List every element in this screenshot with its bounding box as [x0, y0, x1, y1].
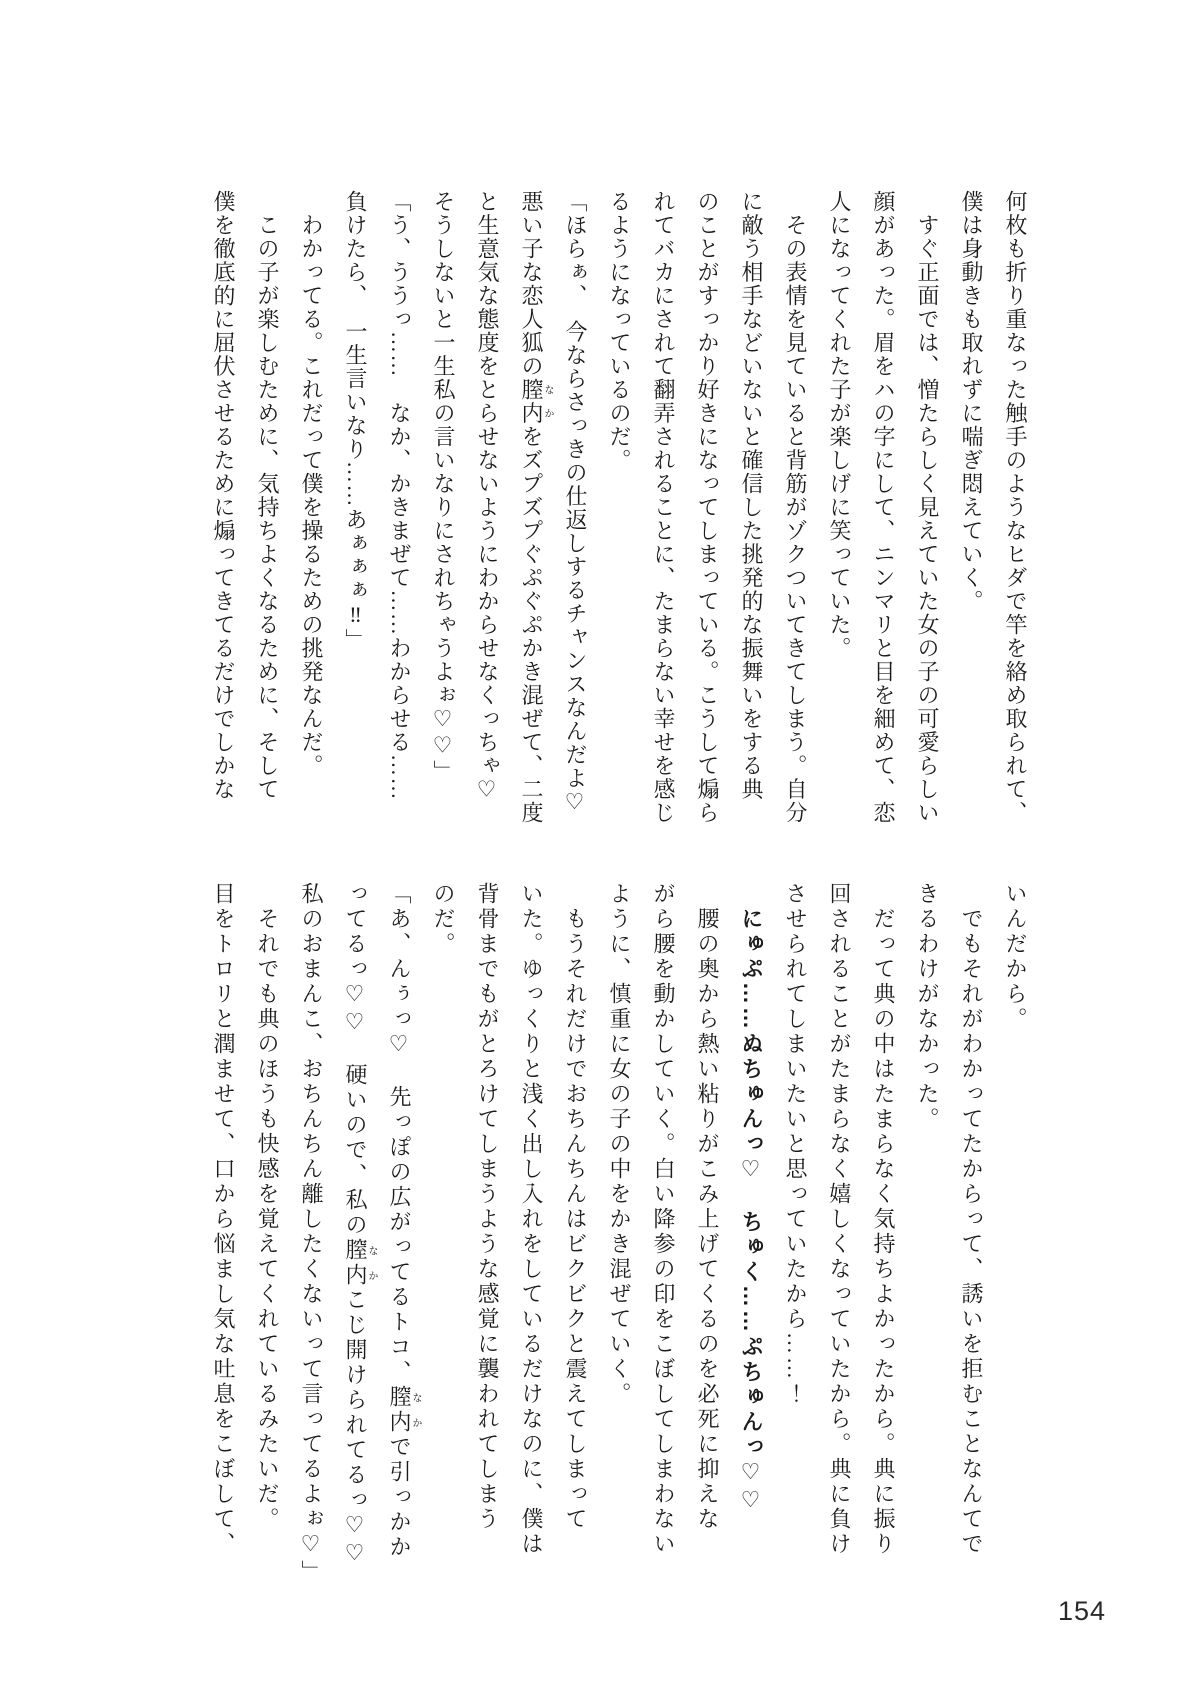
text-column: 顔があった。眉をハの字にして、ニンマリと目を細めて、恋: [871, 190, 896, 825]
text-band-bottom: [201, 882, 1037, 1594]
text-column: のことがすっかり好きになってしまっている。こうして煽ら: [695, 190, 720, 825]
text-column: 人になってくれた子が楽しげに笑っていた。: [827, 190, 852, 660]
text-column: 目をトロリと潤ませて、口から悩まし気な吐息をこぼして、: [211, 882, 236, 1557]
text-band-top: [201, 190, 1037, 842]
text-column: でもそれがわかってたからって、誘いを拒むことなんてで: [959, 882, 984, 1557]
text-column: がら腰を動かしていく。白い降参の印をこぼしてしまわない: [651, 882, 676, 1557]
text-column: いんだから。: [1003, 882, 1028, 1032]
text-column: 背骨までもがとろけてしまうような感覚に襲われてしまう: [475, 882, 500, 1532]
text-column: 僕を徹底的に屈伏させるために煽ってきてるだけでしかな: [211, 190, 236, 801]
text-column: るようになっているのだ。: [607, 190, 632, 472]
text-column: 負けたら、 一生言いなり……あぁぁぁ‼」: [343, 190, 368, 652]
text-column: きるわけがなかった。: [915, 882, 940, 1132]
text-column: 僕は身動きも取れずに喘ぎ悶えていく。: [959, 190, 984, 613]
text-column: ように、慎重に女の子の中をかき混ぜていく。: [607, 882, 632, 1407]
text-column: 何枚も折り重なった触手のようなヒダで竿を絡め取られて、: [1003, 190, 1028, 825]
text-column: この子が楽しむために、気持ちよくなるために、そして: [255, 190, 280, 801]
text-column: そうしないと一生私の言いなりにされちゃうよぉ♡♡」: [431, 190, 456, 784]
text-column: させられてしまいたいと思っていたから……！: [783, 882, 808, 1407]
text-column: その表情を見ていると背筋がゾクついてきてしまう。自分: [783, 190, 808, 825]
text-column: それでも典のほうも快感を覚えてくれているみたいだ。: [255, 882, 280, 1532]
text-column: 「う、ううっ…… なか、かきまぜて……わからせる……: [387, 190, 412, 801]
text-column: 「ほらぁ、 今ならさっきの仕返しするチャンスなんだよ♡: [563, 190, 588, 817]
text-column: れてバカにされて翻弄されることに、たまらない幸せを感じ: [651, 190, 676, 825]
text-column: もうそれだけでおちんちんはビクビクと震えてしまって: [563, 882, 588, 1532]
text-column: と生意気な態度をとらせないようにわからせなくっちゃ♡: [475, 190, 500, 804]
text-column: わかってる。これだって僕を操るための挑発なんだ。: [299, 190, 324, 778]
page-number: 154: [1058, 1596, 1107, 1626]
text-column: 腰の奥から熱い粘りがこみ上げてくるのを必死に抑えな: [695, 882, 720, 1532]
text-column: にゅぷ……ぬちゅんっ♡ ちゅく……ぷちゅんっ♡♡: [739, 882, 764, 1516]
text-column: 私のおまんこ、おちんちん離したくないって言ってるよぉ♡」: [299, 882, 324, 1585]
text-column: 「あ、んぅっ♡ 先っぽの広がってるトコ、膣内なかで引っかか: [387, 882, 421, 1560]
text-column: 悪い子な恋人狐の膣内なかをズプズプぐぷぐぷかき混ぜて、二度: [519, 190, 553, 825]
text-column: いた。ゆっくりと浅く出し入れをしているだけなのに、僕は: [519, 882, 544, 1557]
text-column: すぐ正面では、憎たらしく見えていた女の子の可愛らしい: [915, 190, 940, 825]
text-column: に敵う相手などいないと確信した挑発的な振舞いをする典: [739, 190, 764, 801]
text-column: だって典の中はたまらなく気持ちよかったから。典に振り: [871, 882, 896, 1557]
text-column: 回されることがたまらなく嬉しくなっていたから。典に負け: [827, 882, 852, 1557]
text-column: のだ。: [431, 882, 456, 957]
text-column: ってるっ♡♡ 硬いので、私の膣内なかこじ開けられてるっ♡♡: [343, 882, 377, 1569]
